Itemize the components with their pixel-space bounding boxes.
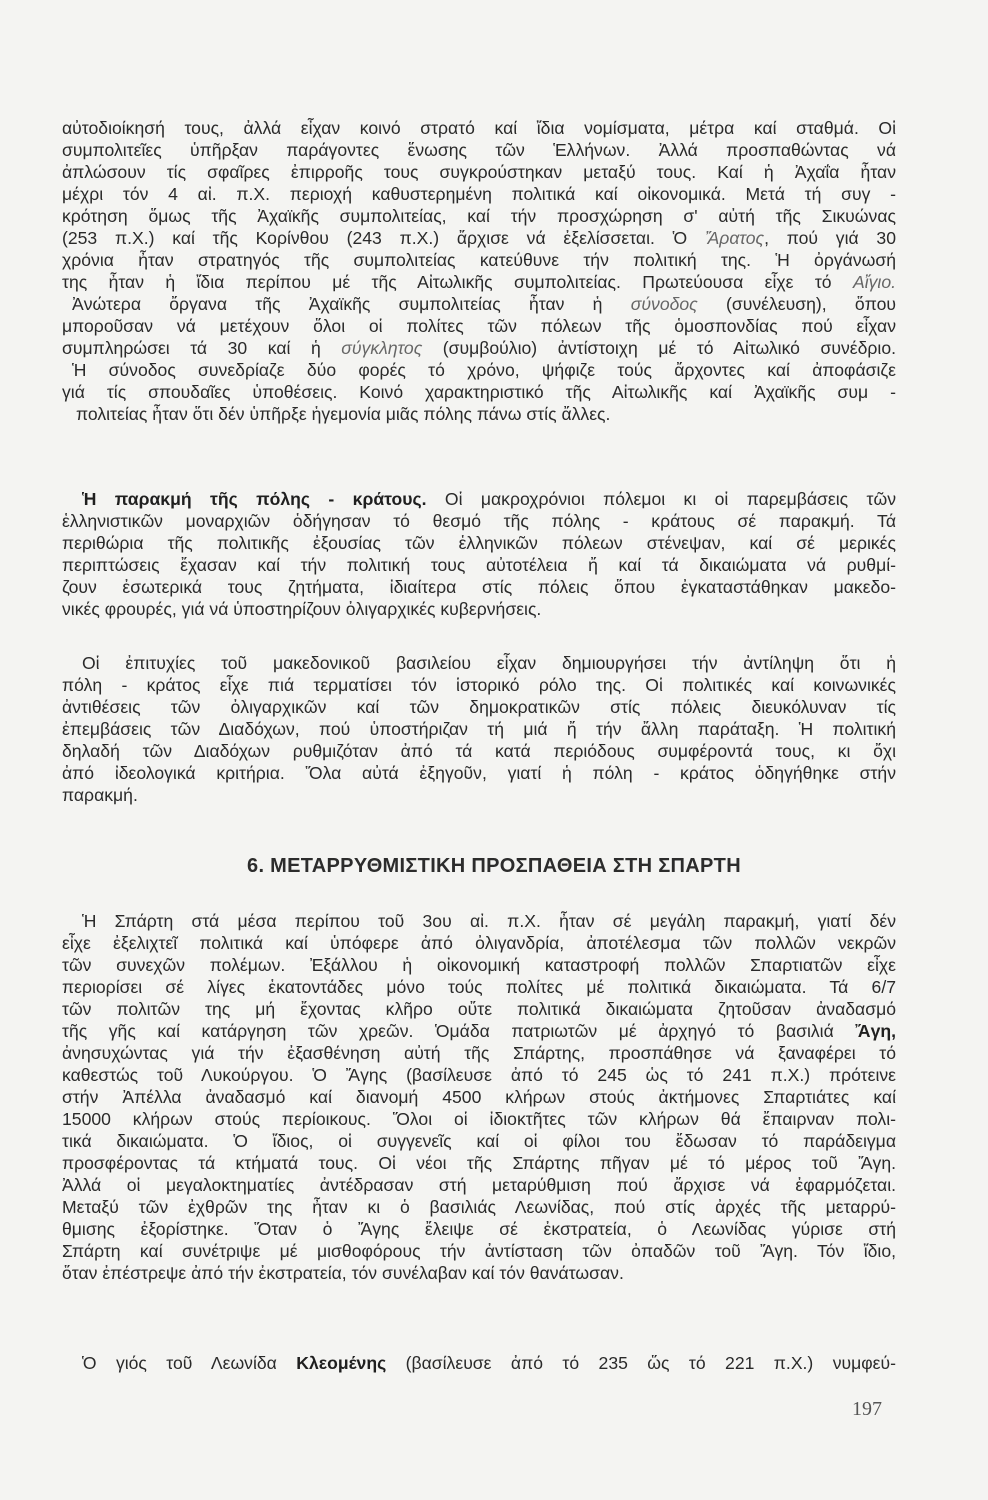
text-span: (253 π.Χ.) καί τῆς Κορίνθου (243 π.Χ.) ἄρχισε νά ἐξελίσσεται. Ὁ [62,228,688,248]
text-line: πολιτείας ἦταν ὅτι δέν ὑπῆρξε ἡγεμονία μιᾶς πόλης πάνω στίς ἄλλες. [76,404,611,424]
text-span: Οἱ μακροχρόνιοι πόλεμοι κι οἱ παρεμβάσεις τῶν [426,489,896,509]
text-line [62,488,896,510]
text-line: Ἡ Σπάρτη στά μέσα περίπου τοῦ 3ου αἰ. π.Χ. ἦταν σέ μεγάλη παρακμή, γιατί δέν [82,911,896,931]
text-line: παρακμή. [62,785,138,805]
section-heading: 6. ΜΕΤΑΡΡΥΘΜΙΣΤΙΚΗ ΠΡΟΣΠΑΘΕΙΑ ΣΤΗ ΣΠΑΡΤΗ [247,855,741,877]
text-line: τικά δικαιώματα. Ὁ ἴδιος, οἱ συγγενεῖς καί οἱ φίλοι του ἔδωσαν τό παράδειγμα [62,1131,896,1151]
text-line: Μεταξύ τῶν ἐχθρῶν της ἦταν κι ὁ βασιλιάς Λεωνίδας, πού στίς ἀρχές τῆς μεταρρύ- [62,1197,896,1217]
text-line [62,1352,896,1374]
text-line: καθεστώς τοῦ Λυκούργου. Ὁ Ἄγης (βασίλευσε ἀπό τό 245 ὡς τό 241 π.Χ.) πρότεινε [62,1065,896,1085]
text-span: Ὁ γιός τοῦ Λεωνίδα [82,1353,297,1373]
paragraph-macedonian [62,652,896,806]
text-line: μποροῦσαν νά μετέχουν ὅλοι οἱ πολίτες τῶν πόλεων τῆς ὁμοσπονδίας πού εἶχαν [62,316,896,336]
text-line: τῶν πολιτῶν της μή ἔχοντας κλῆρο οὔτε πολιτικά δικαιώματα ζητοῦσαν ἀναδασμό [62,999,896,1019]
text-line: συμπολιτεῖες ὑπῆρξαν παράγοντες ἕνωσης τῶν Ἑλλήνων. Ἀλλά προσπαθώντας νά [62,140,896,160]
italic-term-aigio: Αἴγιο. [852,272,896,292]
text-span: της ἦταν ἡ ἴδια περίπου μέ τῆς Αἰτωλικῆς συμπολιτείας. Πρωτεύουσα εἶχε τό [62,272,832,292]
text-line: μέχρι τόν 4 αἰ. π.Χ. περιοχή καθυστερημένη πολιτικά καί οἰκονομικά. Μετά τή συγ - [62,184,896,204]
text-line: ἀπό ἰδεολογικά κριτήρια. Ὅλα αὐτά ἐξηγοῦν, γιατί ἡ πόλη - κράτος ὁδηγήθηκε στήν [62,763,896,783]
text-span: (συμβούλιο) ἀντίστοιχη μέ τό Αἰτωλικό συνέδριο. [422,338,896,358]
bold-subheading: Ἡ παρακμή τῆς πόλης - κράτους. [82,489,427,509]
text-line: ἀντιθέσεις τῶν ὀλιγαρχικῶν καί τῶν δημοκρατικῶν στίς πόλεις διευκόλυναν τίς [62,697,896,717]
text-line [62,337,896,359]
text-line: κρότηση ὅμως τῆς Ἀχαϊκῆς συμπολιτείας, καί τήν προσχώρηση σ' αὐτή τῆς Σικυώνας [62,206,896,226]
paragraph-decline [62,488,896,620]
text-line: Ἡ σύνοδος συνεδρίαζε δύο φορές τό χρόνο, ψήφιζε τούς ἄρχοντες καί ἀποφάσιζε [72,360,896,380]
text-line: τῶν συνεχῶν πολέμων. Ἐξάλλου ἡ οἰκονομική καταστροφή πολλῶν Σπαρτιατῶν εἶχε [62,955,896,975]
text-line: ἀνησυχώντας γιά τήν ἐξασθένηση αὐτή τῆς Σπάρτης, προσπάθησε νά ξαναφέρει τό [62,1043,896,1063]
text-line: αὐτοδιοίκησή τους, ἀλλά εἶχαν κοινό στρατό καί ἴδια νομίσματα, μέτρα καί σταθμά. Οἱ [62,118,896,138]
text-line [62,227,896,249]
paragraph-sparta [62,910,896,1284]
text-line [62,293,896,315]
text-span: Ἀνώτερα ὄργανα τῆς Ἀχαϊκῆς συμπολιτείας ἦταν ἡ [72,294,603,314]
text-line: ἀπλώσουν τίς σφαῖρες ἐπιρροῆς τους συγκρούστηκαν μεταξύ τους. Καί ἡ Ἀχαΐα ἦταν [62,162,896,182]
text-span: , πού γιά 30 [764,228,896,248]
bold-name-kleomenis: Κλεομένης [296,1353,387,1373]
paragraph-leagues [62,117,896,425]
italic-term-synklitos: σύγκλητος [341,338,423,358]
text-line: Σπάρτη καί συνέτριψε μέ μισθοφόρους τήν ἀντίσταση τῶν ὀπαδῶν τοῦ Ἄγη. Τόν ἴδιο, [62,1241,896,1261]
text-line: περιορίσει σέ λίγες ἑκατοντάδες μόνο τούς πολίτες μέ πολιτικά δικαιώματα. Τά 6/7 [62,977,896,997]
text-line: Οἱ ἐπιτυχίες τοῦ μακεδονικοῦ βασιλείου εἶχαν δημιουργήσει τήν ἀντίληψη ὅτι ἡ [82,653,896,673]
page-number: 197 [852,1398,882,1420]
text-span: (βασίλευσε ἀπό τό 235 ὥς τό 221 π.Χ.) νυμφεύ- [386,1353,896,1373]
text-line: στήν Ἀπέλλα ἀναδασμό καί διανομή 4500 κλήρων στούς ἀκτήμονες Σπαρτιάτες καί [62,1087,896,1107]
italic-term-synodos: σύνοδος [630,294,698,314]
italic-term-aratos: Ἄρατος [704,228,765,248]
text-line: γιά τίς σπουδαῖες ὑποθέσεις. Κοινό χαρακτηριστικό τῆς Αἰτωλικῆς καί Ἀχαϊκῆς συμ - [62,382,896,402]
text-line: θμισης ἐξορίστηκε. Ὅταν ὁ Ἄγης ἔλειψε σέ ἐκστρατεία, ὁ Λεωνίδας γύρισε στή [62,1219,896,1239]
text-line: νικές φρουρές, γιά νά ὑποστηρίζουν ὀλιγαρχικές κυβερνήσεις. [62,599,542,619]
text-line: ἐπεμβάσεις τῶν Διαδόχων, πού ὑποστήριζαν τή μιά ἤ τήν ἄλλη παράταξη. Ἡ πολιτική [62,719,896,739]
bold-name-agis: Ἄγη, [855,1021,896,1041]
text-span: (συνέλευση), ὅπου [697,294,896,314]
text-line: πόλη - κράτος εἶχε πιά τερματίσει τόν ἱστορικό ρόλο της. Οἱ πολιτικές καί κοινωνικές [62,675,896,695]
text-span: συμπληρώσει τά 30 καί ἡ [62,338,321,358]
text-line: ὅταν ἐπέστρεψε ἀπό τήν ἐκστρατεία, τόν συνέλαβαν καί τόν θανάτωσαν. [62,1263,624,1283]
text-line: ἑλληνιστικῶν μοναρχιῶν ὁδήγησαν τό θεσμό τῆς πόλης - κράτους σέ παρακμή. Τά [62,511,896,531]
text-line: ζουν ἐσωτερικά τους ζητήματα, ἰδιαίτερα στίς πόλεις ὅπου ἐγκαταστάθηκαν μακεδο- [62,577,896,597]
text-line [62,1020,896,1042]
text-line: χρόνια ἦταν στρατηγός τῆς συμπολιτείας κατεύθυνε τήν πολιτική της. Ἡ ὀργάνωσή [62,250,896,270]
text-line: προσφέροντας τά κτήματά τους. Οἱ νέοι τῆς Σπάρτης πῆγαν μέ τό μέρος τοῦ Ἄγη. [62,1153,896,1173]
text-line: 15000 κλήρων στούς περίοικους. Ὅλοι οἱ ἰδιοκτῆτες τῶν κλήρων θά ἔπαιρναν πολι- [62,1109,896,1129]
paragraph-kleomenis [62,1352,896,1374]
text-line: περιθώρια τῆς πολιτικῆς ἐξουσίας τῶν ἑλληνικῶν πόλεων στένεψαν, καί σέ μερικές [62,533,896,553]
text-line: Ἀλλά οἱ μεγαλοκτηματίες ἀντέδρασαν στή μεταρύθμιση πού ἄρχισε νά ἐφαρμόζεται. [62,1175,896,1195]
text-line: δηλαδή τῶν Διαδόχων ρυθμιζόταν ἀπό τά κατά περιόδους συμφέροντά τους, κι ὄχι [62,741,896,761]
text-line: εἶχε ἐξελιχτεῖ πολιτικά καί ὑπόφερε ἀπό ὀλιγανδρία, ἀποτέλεσμα τῶν πολλῶν νεκρῶν [62,933,896,953]
text-span: τῆς γῆς καί κατάργηση τῶν χρεῶν. Ὁμάδα πατριωτῶν μέ ἀρχηγό τό βασιλιά [62,1021,834,1041]
text-line: περιπτώσεις ἔχασαν καί τήν πολιτική τους αὐτοτέλεια ἤ καί τά δικαιώματα νά ρυθμί- [62,555,896,575]
text-line [62,271,896,293]
